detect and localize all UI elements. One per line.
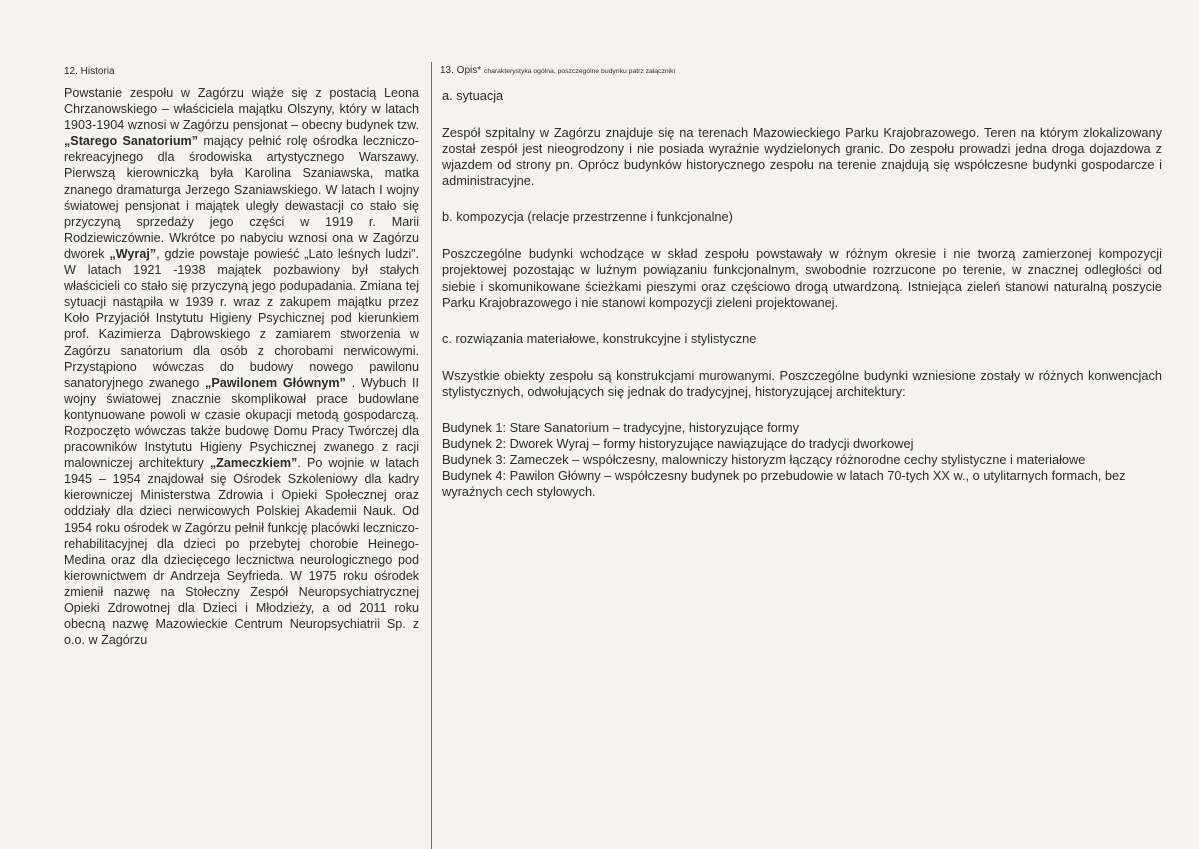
subsection-a-title: a. sytuacja: [442, 88, 504, 103]
history-text-2: mający pełnić rolę ośrodka leczniczo-rekreacyjnego dla środowiska artystycznego Warszawy. Pierwszą kierowniczką była Karolina Szaniawska, matka znanego dramaturga Jerzego Szaniawskiego. W latach I wojny światowej pensjonat i majątek uległy dewastacji co stało się przyczyną sprzedaży jego części w 1919 r. Marii Rodziewiczównie. Wkrótce po nabyciu wznosi ona w Zagórzu dworek: [64, 134, 419, 261]
history-bold-wyraj: „Wyraj”: [109, 246, 157, 261]
section-13-title: 13. Opis*: [440, 65, 482, 76]
building-item-3: Budynek 3: Zameczek – współczesny, malowniczy historyzm łączący różnorodne cechy stylistyczne i materiałowe: [442, 452, 1086, 468]
history-bold-zameczek: „Zameczkiem”: [209, 456, 298, 471]
subsection-b-text: Poszczególne budynki wchodzące w skład zespołu powstawały w różnym okresie i nie tworzą zamierzonej kompozycji projektowej pozostając w luźnym powiązaniu funkcjonalnym, swobodnie rozrzucone po terenie, w znacznej odległości od siebie i skomunikowane ścieżkami pieszymi oraz częściowo drogą utwardzoną. Istniejąca zieleń stanowi naturalną poszycie Parku Krajobrazowego i nie stanowi kompozycji zieleni projektowanej.: [442, 246, 1162, 310]
history-paragraph: [62, 85, 419, 648]
history-bold-pawilon: „Pawilonem Głównym”: [205, 375, 346, 390]
building-list: [442, 420, 1162, 500]
building-item-1: Budynek 1: Stare Sanatorium – tradycyjne, historyzujące formy: [442, 419, 800, 435]
history-text-5: . Po wojnie w latach 1945 – 1954 znajdował się Ośrodek Szkoleniowy dla kadry kierowniczej Ministerstwa Zdrowia i Opieki Społecznej oraz oddziały dla dzieci nerwicowych Polskiej Akademii Nauk. Od 1954 roku ośrodek w Zagórzu pełnił funkcję placówki leczniczo-rehabilitacyjnej dla dzieci po przebytej chorobie Heinego-Medina oraz dla dziecięcego lecznictwa neurologicznego pod kierownictwem dr Andrzeja Seyfrieda. W 1975 roku ośrodek zmienił nazwę na Stołeczny Zespół Neuropsychiatrycznej Opieki Zdrowotnej dla Dzieci i Młodzieży, a od 2011 roku obecną nazwę Mazowieckie Centrum Neuropsychiatrii Sp. z o.o. w Zagórzu: [64, 456, 419, 648]
subsection-c-title: c. rozwiązania materiałowe, konstrukcyjne i stylistyczne: [442, 330, 757, 346]
description-column: [442, 65, 1162, 500]
subsection-c-text: Wszystkie obiekty zespołu są konstrukcjami murowanymi. Poszczególne budynki wzniesione zostały w różnych konwencjach stylistycznych, odwołujących się jednak do tradycyjnej, historyzującej architektury:: [442, 367, 1162, 399]
section-13-heading: [440, 65, 1162, 76]
subsection-a-text: Zespół szpitalny w Zagórzu znajduje się na terenach Mazowieckiego Parku Krajobrazowego. Teren na którym zlokalizowany został zespół jest nieogrodzony i nie posiada wyraźnie wydzielonych granic. Do zespołu prowadzi jedna droga dojazdowa z wjazdem od strony pn. Oprócz budynków historycznego zespołu na terenie znajdują się współczesne budynki gospodarcze i administracyjne.: [442, 125, 1162, 189]
column-divider: [431, 62, 432, 849]
building-item-2: Budynek 2: Dworek Wyraj – formy historyzujące nawiązujące do tradycji dworkowej: [442, 436, 914, 452]
section-13-note: charakterystyka ogólna, poszczególne budynku patrz załączniki: [483, 68, 676, 75]
section-12-heading: 12. Historia: [64, 66, 115, 77]
history-text-1: Powstanie zespołu w Zagórzu wiąże się z postacią Leona Chrzanowskiego – właściciela majątku Olszyny, który w latach 1903-1904 wznosi w Zagórzu pensjonat – obecny budynek tzw.: [64, 86, 419, 133]
building-item-4: Budynek 4: Pawilon Główny – współczesny budynek po przebudowie w latach 70-tych XX w., o utylitarnych formach, bez wyraźnych cech stylowych.: [442, 468, 1126, 500]
history-text-3: , gdzie powstaje powieść „Lato leśnych ludzi”. W latach 1921 -1938 majątek pozbawiony był stałych właścicieli co stało się przyczyną jego podupadania. Zmiana tej sytuacji nastąpiła w 1939 r. wraz z zakupem majątku przez Koło Przyjaciół Instytutu Higieny Psychicznej pod kierunkiem prof. Kazimierza Dąbrowskiego z zamiarem stworzenia w Zagórzu sanatorium dla osób z chorobami nerwicowymi. Przystąpiono wówczas do budowy nowego pawilonu sanatoryjnego zwanego: [64, 246, 419, 390]
history-bold-stare-sanatorium: „Starego Sanatorium”: [64, 134, 199, 149]
history-text-4: . Wybuch II wojny światowej znacznie skomplikował prace budowlane kontynuowane powoli w czasie okupacji metodą gospodarczą. Rozpoczęto wówczas także budowę Domu Pracy Twórczej dla pracowników Instytutu Higieny Psychicznej zwanego z racji malowniczej architektury: [64, 375, 419, 471]
subsection-b-title: b. kompozycja (relacje przestrzenne i funkcjonalne): [442, 209, 733, 225]
history-column: [62, 66, 419, 648]
